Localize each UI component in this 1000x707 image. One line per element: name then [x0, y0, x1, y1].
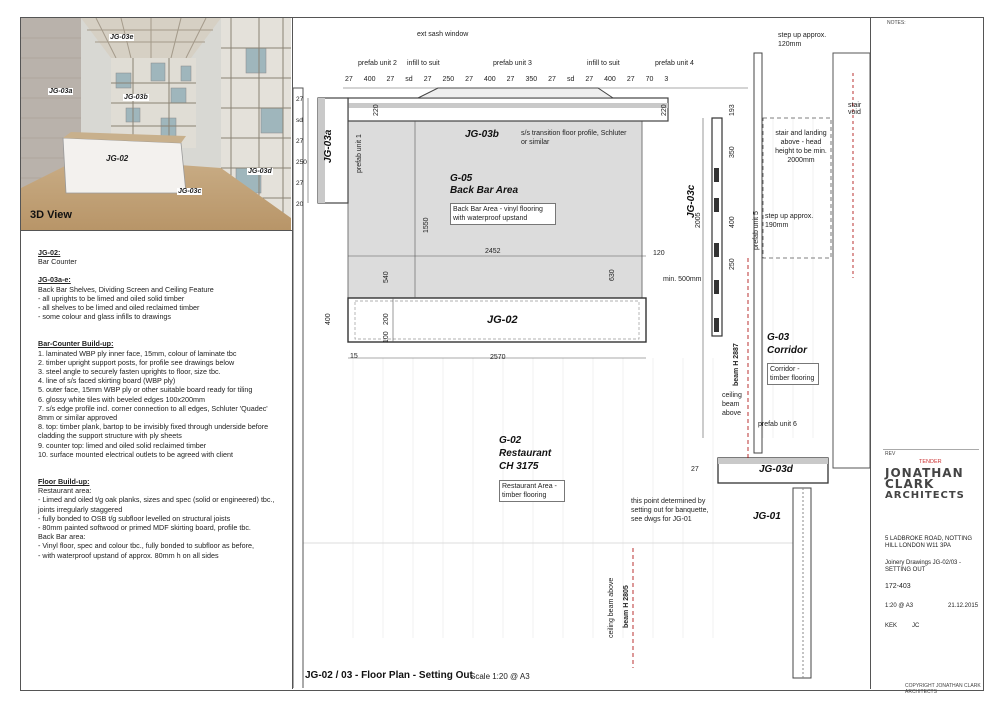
space-g03-note: Corridor - timber flooring [767, 363, 819, 385]
dim-540: 540 [383, 271, 390, 283]
space-g05-note: Back Bar Area - vinyl flooring with waterproof upstand [450, 203, 556, 225]
unit-label-jg03b: JG-03b [465, 129, 499, 140]
annotation-min-500: min. 500mm [663, 276, 702, 283]
note-counter-heading: Bar-Counter Build-up: [38, 339, 114, 349]
note-counter-item: 4. line of s/s faced skirting board (WBP ply) [38, 376, 176, 386]
tb-notes-label: NOTES: [887, 20, 906, 26]
dim-27: 27 [691, 466, 699, 473]
dim-400b: 400 [729, 216, 736, 228]
dim-250: 250 [729, 258, 736, 270]
floor-plan [293, 18, 870, 688]
note-floor-heading: Floor Build-up: [38, 477, 90, 487]
tb-project-address: 5 LADBROKE ROAD, NOTTING HILL LONDON W11 3PA [885, 536, 973, 549]
tb-rev-label: REV [885, 451, 896, 457]
note-jg02-body: Bar Counter [38, 257, 77, 267]
plan-scale: Scale 1:20 @ A3 [470, 672, 530, 681]
dim: 27 [296, 96, 304, 103]
dim: 250 [296, 159, 307, 166]
annotation-beam-h2805: beam H 2805 [623, 585, 630, 628]
dim: 400 [604, 76, 616, 83]
view-3d-render [21, 18, 291, 230]
note-jg03-body: Back Bar Shelves, Dividing Screen and Ceiling Feature [38, 284, 214, 294]
space-g03-name: Corridor [767, 345, 807, 356]
dim: 27 [423, 76, 432, 83]
annotation-ceiling-beam: ceiling beam above [722, 392, 742, 417]
note-counter-item: 1. laminated WBP ply inner face, 15mm, colour of laminate tbc [38, 348, 237, 358]
view-divider [20, 230, 292, 231]
dim: 27 [548, 76, 556, 83]
annotation-prefab-unit-6: prefab unit 6 [758, 421, 797, 428]
dim-200: 200 [383, 313, 390, 325]
dim-120: 120 [653, 250, 665, 257]
note-jg03-item: - all uprights to be limed and oiled solid timber [38, 293, 185, 303]
tb-date: 21.12.2015 [948, 603, 979, 609]
tb-checked-by: JC [912, 623, 920, 629]
unit-label-jg02: JG-02 [487, 314, 518, 326]
annotation-prefab-unit-5: prefab unit 5 [753, 211, 760, 250]
dim-193: 193 [729, 104, 736, 116]
unit-label-jg03d: JG-03d [759, 464, 793, 475]
dim-15: 15 [350, 353, 358, 360]
unit-label-jg03a: JG-03a [323, 129, 334, 163]
view3d-label-jg03c: JG-03c [178, 188, 202, 195]
dim: 27 [386, 76, 395, 83]
view3d-label-jg02: JG-02 [106, 154, 129, 163]
note-jg02-heading: JG-02: [38, 248, 61, 257]
note-counter-item: 5. outer face, 15mm WBP ply or other suitable board ready for tiling [38, 385, 253, 395]
dim-100: 100 [383, 331, 390, 343]
dim: sd [405, 76, 413, 83]
note-floor-item: Restaurant area: [38, 486, 92, 496]
annotation-ceiling-beam-2: ceiling beam above [608, 577, 615, 638]
dim-2570: 2570 [490, 354, 506, 361]
dim: 3 [664, 76, 669, 83]
label-prefab-unit-4: prefab unit 4 [655, 60, 694, 67]
note-counter-item: 8. top: timber plank, bartop to be invisibly fixed through underside before cladding the support structure with ply sheets [38, 422, 269, 441]
tb-tender: TENDER [919, 459, 942, 465]
dim-1550: 1550 [423, 217, 430, 233]
dim: 27 [506, 76, 515, 83]
logo-line: ARCHITECTS [885, 490, 965, 501]
note-floor-item: - fully bonded to OSB t/g subfloor levelled on structural joists [38, 513, 231, 523]
label-stair-void: stair void [848, 102, 862, 116]
note-floor-item: - Limed and oiled t/g oak planks, sizes and spec (solid or engineered) tbc., joints irregularly staggered [38, 495, 275, 514]
architect-logo [885, 468, 965, 501]
tb-drawing-name: Joinery Drawings JG-02/03 - SETTING OUT [885, 560, 962, 573]
logo-line: CLARK [885, 477, 935, 491]
unit-label-jg03c: JG-03c [686, 184, 697, 218]
label-step-up-1b: 120mm [778, 41, 802, 48]
dim: 400 [483, 76, 496, 83]
label-prefab-unit-3: prefab unit 3 [493, 60, 532, 67]
annotation-setting-out-point: this point determined by setting out for banquette, see dwgs for JG-01 [631, 498, 709, 523]
dim-220b: 220 [661, 104, 668, 116]
tb-rule [883, 449, 979, 450]
dim: 70 [645, 76, 654, 83]
annotation-transition-profile: s/s transition floor profile, Schluter or similar [521, 130, 627, 146]
annotation-stair-landing: stair and landing above - head height to be min. 2000mm [775, 130, 827, 164]
space-g02-ch: CH 3175 [499, 461, 539, 472]
note-jg03-item: - all shelves to be limed and oiled reclaimed timber [38, 303, 200, 313]
label-infill-2: infill to suit [587, 60, 620, 67]
annotation-step-up-2: step up approx. 190mm [765, 213, 814, 229]
dim: sd [296, 117, 303, 124]
note-counter-item: 2. timber upright support posts, for profile see drawings below [38, 357, 235, 367]
dim: 27 [345, 76, 353, 83]
dim: 250 [442, 76, 455, 83]
dim: 27 [465, 76, 473, 83]
note-counter-item: 3. steel angle to securely fasten uprights to floor, size tbc. [38, 367, 221, 377]
top-dimension-row [345, 76, 668, 83]
note-counter-item: 7. s/s edge profile incl. corner connection to all edges, Schluter 'Quadec' 8mm or similar approved [38, 403, 268, 423]
dim-350: 350 [729, 146, 736, 158]
view3d-label-jg03b: JG-03b [124, 94, 148, 101]
note-floor-item: - 80mm painted softwood or primed MDF skirting board, profile tbc. [38, 523, 251, 533]
tb-drawn-by: KEK [885, 623, 898, 629]
plan-title: JG-02 / 03 - Floor Plan - Setting Out [305, 670, 473, 681]
note-floor-item: - Vinyl floor, spec and colour tbc., fully bonded to subfloor as before, [38, 541, 255, 551]
view-3d-image [21, 18, 291, 230]
view3d-label-jg03e: JG-03e [110, 34, 134, 41]
tb-drawing-number: 172-403 [885, 583, 911, 590]
note-jg03-item: - some colour and glass infills to drawings [38, 312, 172, 322]
note-counter-item: 9. counter top: limed and oiled solid reclaimed timber [38, 440, 207, 450]
unit-label-jg01: JG-01 [753, 511, 781, 522]
view3d-label-jg03a: JG-03a [49, 88, 73, 95]
dim-2005: 2005 [695, 212, 702, 228]
label-infill-1: infill to suit [407, 60, 440, 67]
note-floor-item: Back Bar area: [38, 532, 86, 542]
space-g03-id: G-03 [767, 332, 790, 343]
dim-400: 400 [325, 313, 332, 325]
tb-scale: 1:20 @ A3 [885, 603, 914, 609]
dim-220: 220 [373, 104, 380, 116]
space-g02-note: Restaurant Area - timber flooring [499, 480, 565, 502]
view3d-label-jg03d: JG-03d [248, 168, 272, 175]
dim: 400 [363, 76, 376, 83]
dim: 27 [585, 76, 594, 83]
specification-notes [38, 248, 283, 560]
annotation-beam-h2887: beam H 2887 [733, 343, 740, 386]
dim: sd [566, 76, 575, 83]
label-prefab-unit-2: prefab unit 2 [358, 60, 397, 67]
dim: 27 [296, 138, 304, 145]
dim: 350 [525, 76, 538, 83]
note-counter-item: 10. surface mounted electrical outlets to be agreed with client [38, 449, 233, 459]
label-ext-sash-window: ext sash window [417, 31, 469, 38]
note-jg03-heading: JG-03a-e: [38, 275, 71, 285]
logo-line: JONATHAN [885, 466, 964, 480]
left-dimension-column [296, 96, 306, 208]
space-g02-name: Restaurant [499, 448, 552, 459]
view-3d-title: 3D View [30, 209, 72, 221]
label-step-up-1: step up approx. [778, 32, 827, 39]
note-floor-item: - with waterproof upstand of approx. 80mm h on all sides [38, 550, 219, 560]
dim: 20 [296, 201, 304, 208]
dim: 27 [626, 76, 635, 83]
space-g02-id: G-02 [499, 435, 522, 446]
space-g05-name: Back Bar Area [450, 185, 519, 196]
tb-copyright: COPYRIGHT JONATHAN CLARK ARCHITECTS [905, 683, 981, 695]
note-counter-item: 6. glossy white tiles with beveled edges 100x200mm [38, 394, 206, 404]
dim-630: 630 [609, 269, 616, 281]
dim: 27 [296, 180, 304, 187]
space-g05-id: G-05 [450, 173, 473, 184]
annotation-prefab-unit-1: prefab unit 1 [356, 134, 363, 173]
dim-2452: 2452 [485, 248, 501, 255]
